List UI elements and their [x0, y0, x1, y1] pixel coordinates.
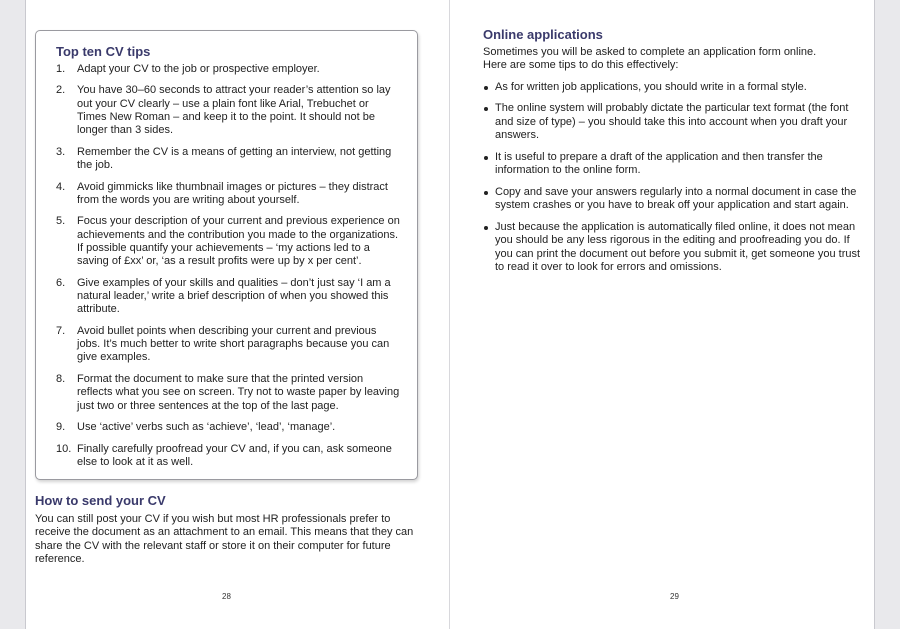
tips-heading: Top ten CV tips — [56, 44, 151, 59]
tip-text: Remember the CV is a means of getting an interview, not getting the job. — [77, 145, 392, 172]
tip-text: Format the document to make sure that the printed version reflects what you see on screen. Try not to waste paper by leaving just two or three sentences at the top of the last page. — [77, 372, 400, 412]
tip-text: Avoid gimmicks like thumbnail images or pictures – they distract from the words you are writing about yourself. — [77, 180, 388, 206]
send-cv-paragraph: You can still post your CV if you wish but most HR professionals prefer to receive the document as an attachment to an email. This means that they can share the CV with the relevant staff or store it on their computer for future reference. — [35, 513, 414, 565]
tip-text: Give examples of your skills and qualities – don’t just say ‘I am a natural leader,’ write a brief description of when you showed this attribute. — [77, 276, 391, 316]
intro-line-1: Sometimes you will be asked to complete an application form online. — [483, 46, 817, 58]
tip-text: Focus your description of your current and previous experience on achievements and the contribution you made to the organizations. If possible quantify your achievements – ‘my actions led to a saving of £xx’ or, ‘as a result profits were up by x per cent’. — [77, 215, 400, 268]
list-item — [56, 421, 401, 434]
tip-text: Use ‘active’ verbs such as ‘achieve’, ‘lead’, ‘manage’. — [77, 421, 336, 434]
left-page — [25, 0, 450, 629]
tip-number: 5. — [56, 215, 66, 228]
right-page — [450, 0, 875, 629]
tips-list — [56, 63, 401, 477]
tip-text: Avoid bullet points when describing your current and previous jobs. It’s much better to write short paragraphs because you can give examples. — [77, 324, 390, 364]
page-number-left: 28 — [222, 592, 231, 601]
list-item — [56, 325, 401, 365]
list-item — [56, 63, 401, 76]
online-tips-list — [483, 81, 863, 275]
tip-number: 1. — [56, 63, 66, 75]
list-item: The online system will probably dictate the particular text format (the font and size of type) – you should take this into account when you draft your answers. — [483, 102, 863, 142]
tip-number: 2. — [56, 84, 66, 97]
send-cv-heading: How to send your CV — [35, 493, 166, 508]
list-item — [56, 443, 401, 470]
list-item — [56, 181, 401, 208]
page-number-right: 29 — [670, 592, 679, 601]
tip-number: 4. — [56, 180, 66, 193]
list-item: As for written job applications, you should write in a formal style. — [483, 81, 863, 94]
list-item: It is useful to prepare a draft of the application and then transfer the information to the online form. — [483, 151, 863, 178]
tip-number: 8. — [56, 372, 66, 385]
list-item — [56, 84, 401, 137]
tip-number: 9. — [56, 421, 66, 434]
cv-tips-box — [35, 30, 418, 480]
tip-text: Finally carefully proofread your CV and, if you can, ask someone else to look at it as well. — [77, 442, 392, 468]
tip-number: 6. — [56, 276, 66, 289]
intro-line-2: Here are some tips to do this effectively: — [483, 59, 679, 72]
list-item — [56, 146, 401, 173]
tip-text: You have 30–60 seconds to attract your reader’s attention so lay out your CV clearly – use a plain font like Arial, Trebuchet or Times New Roman – and keep it to the point. It should not be longer than 3 sides. — [77, 84, 391, 137]
tip-text: Adapt your CV to the job or prospective employer. — [77, 63, 320, 75]
tip-number: 3. — [56, 145, 66, 158]
tip-number: 10. — [56, 442, 72, 455]
list-item — [56, 373, 401, 413]
list-item: Just because the application is automatically filed online, it does not mean you should be any less rigorous in the editing and proofreading you do. If you can print the document out before you submit it, get someone you trust to read it over to look for errors and omissions. — [483, 221, 863, 274]
online-intro — [483, 46, 863, 73]
list-item — [56, 277, 401, 317]
send-cv-section — [35, 493, 419, 566]
tip-number: 7. — [56, 324, 66, 337]
list-item — [56, 215, 401, 268]
online-heading: Online applications — [483, 27, 603, 42]
list-item: Copy and save your answers regularly into a normal document in case the system crashes or you have to break off your application and start again. — [483, 186, 863, 213]
online-applications-section — [483, 27, 863, 283]
